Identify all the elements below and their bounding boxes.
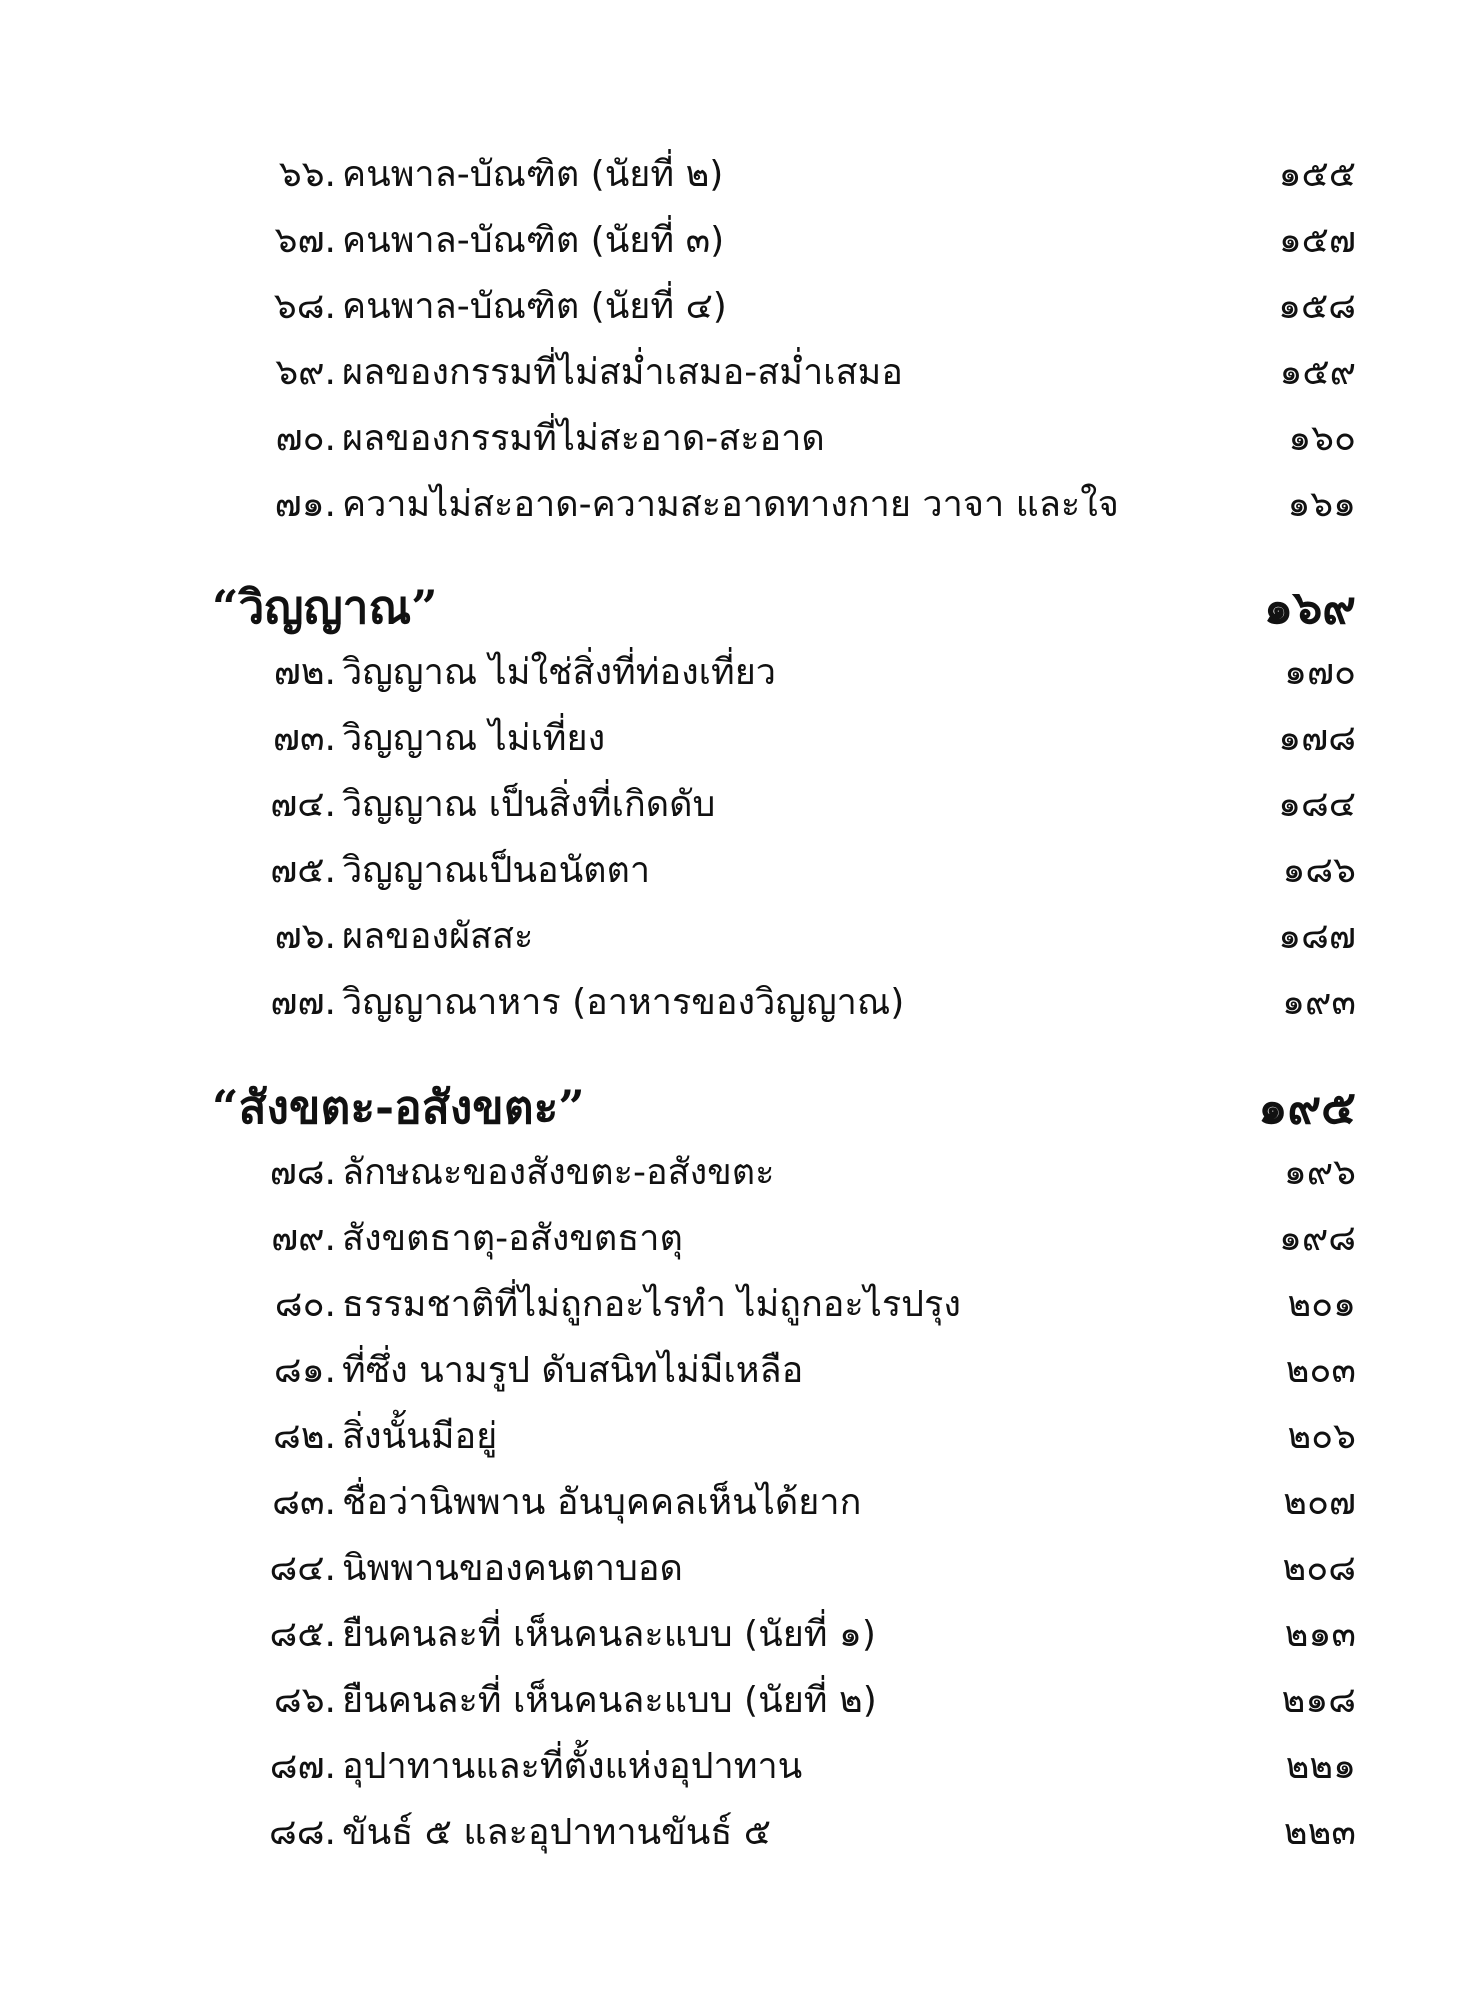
toc-entry bbox=[0, 1470, 1476, 1536]
entry-page: ๑๘๖ bbox=[1282, 850, 1356, 891]
entry-number: ๖๙. bbox=[275, 352, 336, 393]
entry-number: ๗๑. bbox=[274, 484, 336, 525]
entry-page: ๑๕๕ bbox=[1278, 154, 1356, 195]
entry-page: ๑๕๙ bbox=[1279, 352, 1356, 393]
entry-title: ยืนคนละที่ เห็นคนละแบบ (นัยที่ ๑) bbox=[342, 1614, 876, 1655]
entry-page: ๑๖๑ bbox=[1287, 484, 1356, 525]
entry-page: ๒๒๓ bbox=[1283, 1812, 1356, 1853]
toc-entry bbox=[0, 340, 1476, 406]
toc-entry bbox=[0, 970, 1476, 1036]
entry-number: ๘๑. bbox=[273, 1350, 336, 1391]
entry-title: ผลของกรรมที่ไม่สะอาด-สะอาด bbox=[342, 418, 825, 459]
entry-title: สิ่งนั้นมีอยู่ bbox=[342, 1416, 498, 1457]
entry-page: ๒๐๑ bbox=[1287, 1284, 1356, 1325]
entry-number: ๖๗. bbox=[274, 220, 336, 261]
entry-title: วิญญาณ เป็นสิ่งที่เกิดดับ bbox=[342, 784, 716, 825]
entry-number: ๘๕. bbox=[269, 1614, 336, 1655]
entry-page: ๑๖๐ bbox=[1288, 418, 1356, 459]
toc-entry bbox=[0, 1206, 1476, 1272]
entry-number: ๘๓. bbox=[272, 1482, 336, 1523]
entry-page: ๑๙๓ bbox=[1282, 982, 1356, 1023]
entry-title: วิญญาณ ไม่เที่ยง bbox=[342, 718, 606, 759]
toc-entry bbox=[0, 904, 1476, 970]
toc-entry bbox=[0, 406, 1476, 472]
entry-page: ๑๗๘ bbox=[1278, 718, 1356, 759]
entry-page: ๒๐๖ bbox=[1287, 1416, 1356, 1457]
entry-number: ๘๐. bbox=[274, 1284, 336, 1325]
entry-title: วิญญาณเป็นอนัตตา bbox=[342, 850, 651, 891]
entry-title: สังขตธาตุ-อสังขตธาตุ bbox=[342, 1218, 683, 1259]
entry-number: ๗๒. bbox=[273, 652, 336, 693]
toc-entry bbox=[0, 1602, 1476, 1668]
entry-number: ๗๗. bbox=[270, 982, 336, 1023]
toc-entry bbox=[0, 472, 1476, 538]
entry-title: ธรรมชาติที่ไม่ถูกอะไรทำ ไม่ถูกอะไรปรุง bbox=[342, 1284, 961, 1325]
toc-entry bbox=[0, 208, 1476, 274]
entry-page: ๒๑๘ bbox=[1281, 1680, 1356, 1721]
toc-entry bbox=[0, 1140, 1476, 1206]
entry-title: ชื่อว่านิพพาน อันบุคคลเห็นได้ยาก bbox=[342, 1482, 862, 1523]
entry-page: ๑๕๗ bbox=[1278, 220, 1356, 261]
section-title: “สังขตะ-อสังขตะ” bbox=[212, 1080, 585, 1134]
entry-number: ๖๘. bbox=[273, 286, 336, 327]
entry-page: ๑๘๗ bbox=[1278, 916, 1356, 957]
entry-number: ๗๘. bbox=[269, 1152, 336, 1193]
entry-title: อุปาทานและที่ตั้งแห่งอุปาทาน bbox=[342, 1746, 803, 1787]
entry-number: ๘๘. bbox=[269, 1812, 336, 1853]
entry-number: ๘๔. bbox=[269, 1548, 336, 1589]
entry-title: คนพาล-บัณฑิต (นัยที่ ๒) bbox=[342, 154, 724, 195]
entry-page: ๑๘๔ bbox=[1278, 784, 1356, 825]
entry-page: ๒๑๓ bbox=[1284, 1614, 1356, 1655]
entry-title: ผลของกรรมที่ไม่สม่ำเสมอ-สม่ำเสมอ bbox=[342, 352, 903, 393]
entry-title: ผลของผัสสะ bbox=[342, 916, 534, 957]
entry-title: คนพาล-บัณฑิต (นัยที่ ๓) bbox=[342, 220, 725, 261]
toc-entry bbox=[0, 1734, 1476, 1800]
entry-title: ยืนคนละที่ เห็นคนละแบบ (นัยที่ ๒) bbox=[342, 1680, 877, 1721]
toc-entry bbox=[0, 706, 1476, 772]
entry-page: ๑๕๘ bbox=[1278, 286, 1356, 327]
toc-entry bbox=[0, 1338, 1476, 1404]
toc-entry bbox=[0, 838, 1476, 904]
entry-title: ที่ซึ่ง นามรูป ดับสนิทไม่มีเหลือ bbox=[342, 1350, 804, 1391]
entry-number: ๗๓. bbox=[272, 718, 336, 759]
section-heading-sankhata bbox=[0, 1072, 1476, 1142]
entry-title: ความไม่สะอาด-ความสะอาดทางกาย วาจา และใจ bbox=[342, 484, 1119, 525]
entry-number: ๗๐. bbox=[275, 418, 336, 459]
toc-entry bbox=[0, 1536, 1476, 1602]
entry-page: ๒๐๗ bbox=[1283, 1482, 1356, 1523]
entry-page: ๑๙๖ bbox=[1283, 1152, 1356, 1193]
toc-entry bbox=[0, 1800, 1476, 1866]
toc-entry bbox=[0, 274, 1476, 340]
entry-page: ๑๗๐ bbox=[1284, 652, 1356, 693]
toc-entry bbox=[0, 1404, 1476, 1470]
entry-number: ๖๖. bbox=[278, 154, 336, 195]
section-heading-vinnana bbox=[0, 572, 1476, 642]
section-title: “วิญญาณ” bbox=[212, 580, 438, 634]
entry-number: ๘๒. bbox=[273, 1416, 336, 1457]
entry-title: วิญญาณาหาร (อาหารของวิญญาณ) bbox=[342, 982, 905, 1023]
entry-page: ๒๐๘ bbox=[1282, 1548, 1356, 1589]
section-page: ๑๖๙ bbox=[1263, 580, 1356, 634]
toc-entry bbox=[0, 142, 1476, 208]
entry-page: ๒๐๓ bbox=[1285, 1350, 1356, 1391]
entry-number: ๘๖. bbox=[273, 1680, 336, 1721]
entry-title: ขันธ์ ๕ และอุปาทานขันธ์ ๕ bbox=[342, 1812, 772, 1853]
toc-entry bbox=[0, 1272, 1476, 1338]
entry-page: ๑๙๘ bbox=[1279, 1218, 1356, 1259]
entry-number: ๗๔. bbox=[270, 784, 336, 825]
entry-number: ๘๗. bbox=[269, 1746, 336, 1787]
entry-title: นิพพานของคนตาบอด bbox=[342, 1548, 683, 1589]
toc-entry bbox=[0, 640, 1476, 706]
toc-entry bbox=[0, 772, 1476, 838]
section-page: ๑๙๕ bbox=[1258, 1080, 1356, 1134]
entry-page: ๒๒๑ bbox=[1285, 1746, 1356, 1787]
entry-title: วิญญาณ ไม่ใช่สิ่งที่ท่องเที่ยว bbox=[342, 652, 777, 693]
entry-number: ๗๙. bbox=[271, 1218, 336, 1259]
entry-number: ๗๖. bbox=[274, 916, 336, 957]
entry-number: ๗๕. bbox=[270, 850, 336, 891]
entry-title: ลักษณะของสังขตะ-อสังขตะ bbox=[342, 1152, 775, 1193]
toc-entry bbox=[0, 1668, 1476, 1734]
entry-title: คนพาล-บัณฑิต (นัยที่ ๔) bbox=[342, 286, 727, 327]
